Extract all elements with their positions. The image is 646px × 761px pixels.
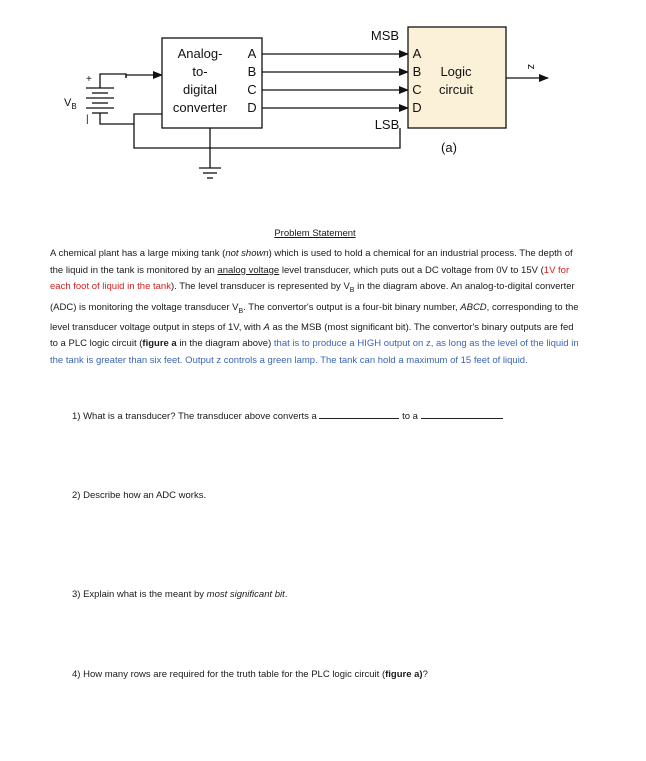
question-3-post: . xyxy=(284,589,288,600)
question-2 xyxy=(72,490,206,501)
adc-label-line-4: converter xyxy=(172,100,228,115)
answer-blank-2[interactable] xyxy=(421,409,503,419)
problem-paragraph xyxy=(50,246,580,369)
question-4-post: ? xyxy=(422,669,428,680)
source-label-main: V xyxy=(64,97,72,109)
answer-blank-1[interactable] xyxy=(319,409,399,419)
logic-input-b: B xyxy=(412,64,422,79)
paragraph-segment: B xyxy=(238,307,244,315)
data-bus xyxy=(262,54,408,108)
paragraph-segment: that is to produce a HIGH output on z, as long as the level of the liquid in the tank is greater than six feet. Output z controls a green lamp. The tank can hold a maximum of 15 feet of liquid. xyxy=(50,338,579,366)
question-4-pre: 4) How many rows are required for the truth table for the PLC logic circuit ( xyxy=(72,669,386,680)
adc-output-b: B xyxy=(247,64,257,79)
battery-symbol xyxy=(86,74,134,124)
lsb-label: LSB xyxy=(374,117,400,132)
paragraph-segment: analog voltage xyxy=(217,264,280,276)
paragraph-segment: . The convertor's output is a four-bit binary number, xyxy=(243,301,461,313)
logic-input-d: D xyxy=(412,100,422,115)
paragraph-segment: 1V for each foot of liquid in the tank xyxy=(50,264,570,293)
paragraph-segment: ). The level transducer is represented by V xyxy=(170,281,350,293)
question-3 xyxy=(72,589,287,600)
paragraph-segment: as the MSB (most significant bit). The convertor's binary outputs are fed to a PLC logic circuit ( xyxy=(50,321,574,350)
question-3-em: most significant bit xyxy=(206,589,285,600)
paragraph-segment: A xyxy=(263,321,270,333)
paragraph-segment: in the diagram above) xyxy=(176,338,274,350)
paragraph-segment: not shown xyxy=(225,248,269,260)
logic-input-a: A xyxy=(412,46,422,61)
paragraph-segment: in the diagram above. An analog-to-digital converter (ADC) is monitoring the voltage transducer V xyxy=(50,281,575,313)
paragraph-segment: B xyxy=(349,287,355,295)
figure-label: (a) xyxy=(441,140,457,155)
msb-label: MSB xyxy=(370,28,400,43)
question-4-strong: figure a) xyxy=(385,669,423,680)
battery-plus: + xyxy=(86,74,92,85)
paragraph-segment: level transducer, which puts out a DC voltage from 0V to 15V ( xyxy=(279,264,544,276)
adc-output-d: D xyxy=(247,100,257,115)
question-1 xyxy=(72,409,503,422)
question-2-text: 2) Describe how an ADC works. xyxy=(72,490,207,501)
source-label-sub: B xyxy=(71,102,77,111)
question-1-mid: to a xyxy=(402,411,418,422)
paragraph-segment: ABCD xyxy=(460,301,487,313)
question-3-pre: 3) Explain what is the meant by xyxy=(72,589,207,600)
ground-symbol xyxy=(199,168,221,178)
question-1-text: 1) What is a transducer? The transducer above converts a xyxy=(72,411,317,422)
adc-output-c: C xyxy=(247,82,257,97)
logic-input-c: C xyxy=(412,82,422,97)
circuit-diagram xyxy=(0,0,646,215)
logic-label-line-1: Logic xyxy=(440,64,472,79)
question-4 xyxy=(72,669,428,680)
problem-statement xyxy=(50,226,580,369)
paragraph-segment: , corresponding to the level transducer voltage output in steps of 1V, with xyxy=(50,301,579,333)
problem-heading: Problem Statement xyxy=(274,228,356,239)
paragraph-segment: A chemical plant has a large mixing tank ( xyxy=(50,248,226,260)
adc-label-line-3: digital xyxy=(183,82,217,97)
adc-label-line-1: Analog- xyxy=(177,46,223,61)
source-label xyxy=(64,97,77,111)
battery-minus: | xyxy=(86,114,89,125)
output-label: z xyxy=(525,64,537,70)
logic-label-line-2: circuit xyxy=(439,82,473,97)
paragraph-segment: figure a xyxy=(142,338,177,350)
adc-output-a: A xyxy=(247,46,257,61)
paragraph-segment: ) which is used to hold a chemical for an industrial process. The depth of the liquid in the tank is monitored by an xyxy=(50,248,573,276)
adc-label-line-2: to- xyxy=(192,64,208,79)
